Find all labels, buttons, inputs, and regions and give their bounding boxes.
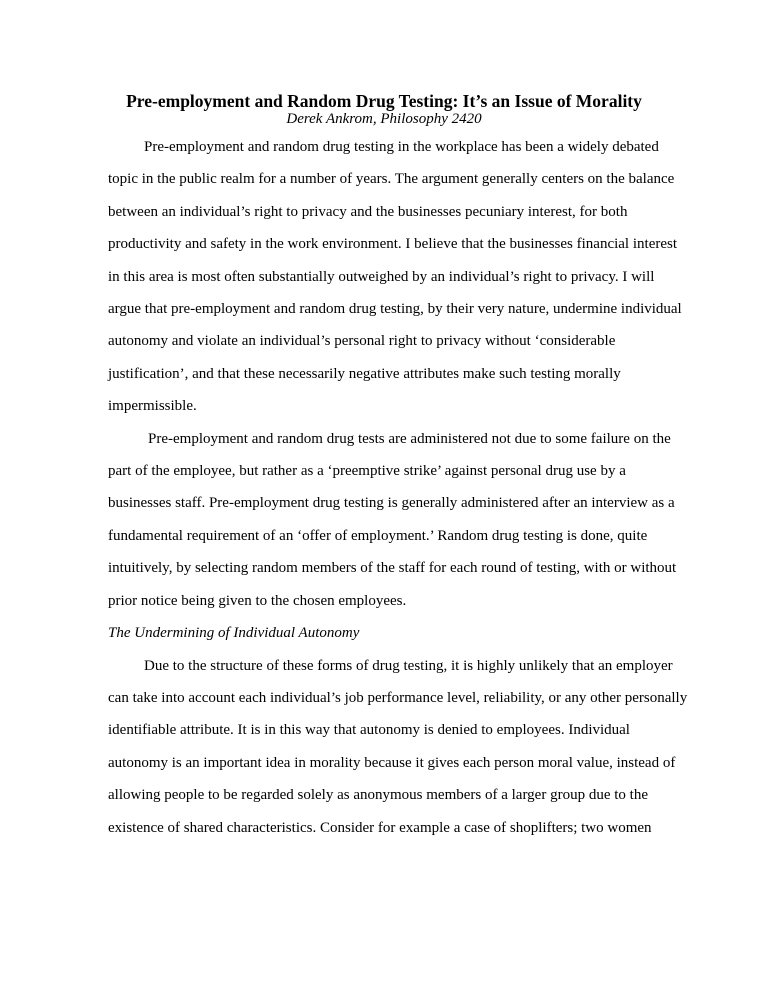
document-title: Pre-employment and Random Drug Testing: It’s an Issue of Morality [126, 91, 642, 111]
paragraph-line: existence of shared characteristics. Consider for example a case of shoplifters; two women [108, 819, 652, 836]
paragraph-line: autonomy and violate an individual’s personal right to privacy without ‘considerable [108, 333, 616, 350]
paragraph-line: Pre-employment and random drug tests are administered not due to some failure on the [148, 430, 671, 447]
paragraph-line: allowing people to be regarded solely as anonymous members of a larger group due to the [108, 787, 648, 804]
paragraph-line: Due to the structure of these forms of drug testing, it is highly unlikely that an employer [144, 657, 673, 674]
paragraph-line: businesses staff. Pre-employment drug testing is generally administered after an interview as a [108, 495, 675, 512]
paragraph-line: prior notice being given to the chosen employees. [108, 592, 407, 609]
paragraph-line: argue that pre-employment and random drug testing, by their very nature, undermine individual [108, 301, 682, 318]
body-text [108, 131, 688, 844]
paragraph-line: topic in the public realm for a number of years. The argument generally centers on the balance [108, 171, 675, 188]
paragraph-line: identifiable attribute. It is in this way that autonomy is denied to employees. Individual [108, 722, 630, 739]
paragraph-line: autonomy is an important idea in morality because it gives each person moral value, instead of [108, 754, 676, 771]
paragraph-line: fundamental requirement of an ‘offer of employment.’ Random drug testing is done, quite [108, 527, 648, 544]
paragraph-line: in this area is most often substantially outweighed by an individual’s right to privacy. I will [108, 268, 655, 285]
paragraph-1 [108, 131, 668, 163]
paragraph-line: can take into account each individual’s job performance level, reliability, or any other personally [108, 689, 688, 706]
paragraph-line: productivity and safety in the work environment. I believe that the businesses financial interest [108, 236, 678, 253]
paragraph-line: part of the employee, but rather as a ‘preemptive strike’ against personal drug use by a [108, 463, 626, 480]
paragraph-line: intuitively, by selecting random members of the staff for each round of testing, with or without [108, 560, 677, 577]
paragraph-line: justification’, and that these necessarily negative attributes make such testing morally [108, 365, 621, 382]
paragraph-line: between an individual’s right to privacy and the businesses pecuniary interest, for both [108, 203, 628, 220]
paragraph-line: impermissible. [108, 398, 197, 415]
section-heading: The Undermining of Individual Autonomy [108, 625, 360, 642]
author-line: Derek Ankrom, Philosophy 2420 [286, 111, 482, 127]
paragraph-line: Pre-employment and random drug testing in the workplace has been a widely debated [144, 139, 659, 155]
